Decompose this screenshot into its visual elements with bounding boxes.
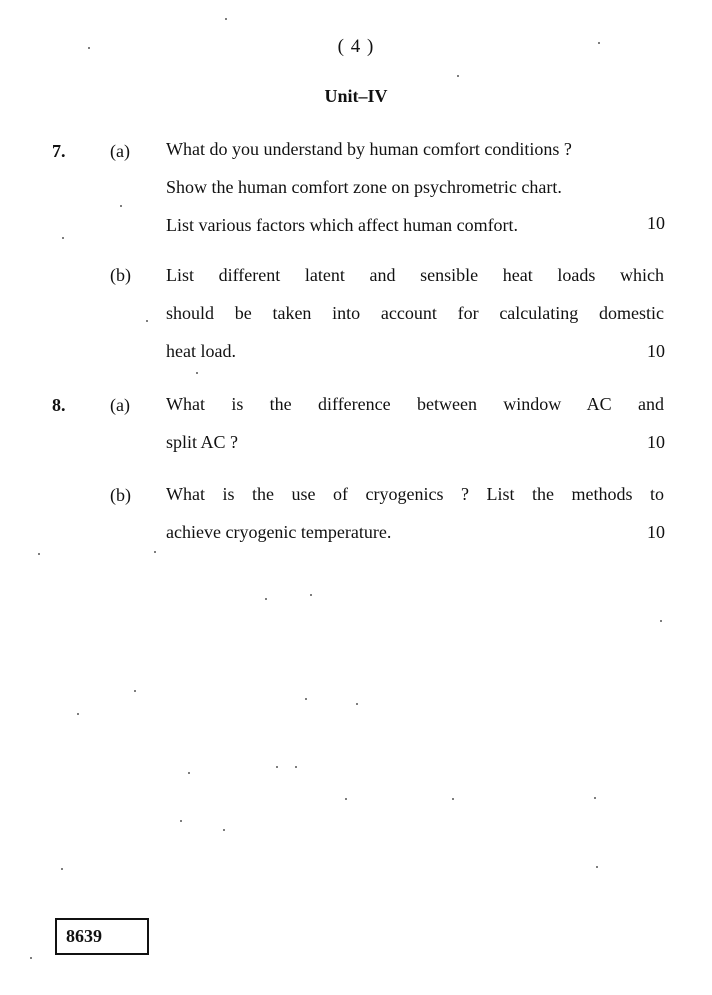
q8a-line-2: split AC ? (166, 432, 239, 452)
scan-speck (345, 798, 347, 800)
q7-part-a-label: (a) (110, 141, 130, 161)
q7-part-b-text (166, 256, 664, 370)
scan-speck (77, 713, 79, 715)
q7a-line-1: What do you understand by human comfort conditions ? (166, 139, 572, 159)
q8b-line-1: What is the use of cryogenics ? List the methods to (166, 484, 664, 504)
q7b-marks: 10 (647, 341, 665, 361)
scan-speck (305, 698, 307, 700)
scan-speck (295, 766, 297, 768)
scan-speck (120, 205, 122, 207)
scan-speck (225, 18, 227, 20)
q8a-line-1: What is the difference between window AC and (166, 394, 664, 414)
scan-speck (154, 551, 156, 553)
q7a-line-3: List various factors which affect human comfort. (166, 215, 519, 235)
q8a-marks: 10 (647, 432, 665, 452)
scan-speck (594, 797, 596, 799)
question-number-8: 8. (52, 395, 66, 415)
unit-heading: Unit–IV (324, 86, 388, 106)
q8b-line-2: achieve cryogenic temperature. (166, 522, 392, 542)
scan-speck (223, 829, 225, 831)
scan-speck (30, 957, 32, 959)
q7a-line-2: Show the human comfort zone on psychrometric chart. (166, 177, 562, 197)
scan-speck (310, 594, 312, 596)
scan-speck (88, 47, 90, 49)
scan-speck (457, 75, 459, 77)
scan-speck (134, 690, 136, 692)
q8-part-a-text (166, 385, 664, 461)
scan-speck (276, 766, 278, 768)
q7b-line-2: should be taken into account for calculating domestic (166, 303, 664, 323)
scan-speck (146, 320, 148, 322)
scan-speck (265, 598, 267, 600)
q7a-marks: 10 (647, 213, 665, 233)
q8-part-a-label: (a) (110, 395, 130, 415)
scan-speck (61, 868, 63, 870)
q7-part-b-label: (b) (110, 265, 131, 285)
scan-speck (38, 553, 40, 555)
scan-speck (598, 42, 600, 44)
q8-part-b-label: (b) (110, 485, 131, 505)
page-number: ( 4 ) (337, 36, 375, 57)
q7-part-a-text (166, 130, 664, 244)
scan-speck (660, 620, 662, 622)
q8b-marks: 10 (647, 522, 665, 542)
scan-speck (62, 237, 64, 239)
scan-speck (356, 703, 358, 705)
q7b-line-3: heat load. (166, 341, 236, 361)
scan-speck (180, 820, 182, 822)
scan-speck (196, 372, 198, 374)
question-number-7: 7. (52, 141, 66, 161)
q7b-line-1: List different latent and sensible heat loads which (166, 265, 664, 285)
scan-speck (452, 798, 454, 800)
q8-part-b-text (166, 475, 664, 551)
scan-speck (188, 772, 190, 774)
scan-speck (596, 866, 598, 868)
paper-code-box: 8639 (55, 918, 149, 955)
